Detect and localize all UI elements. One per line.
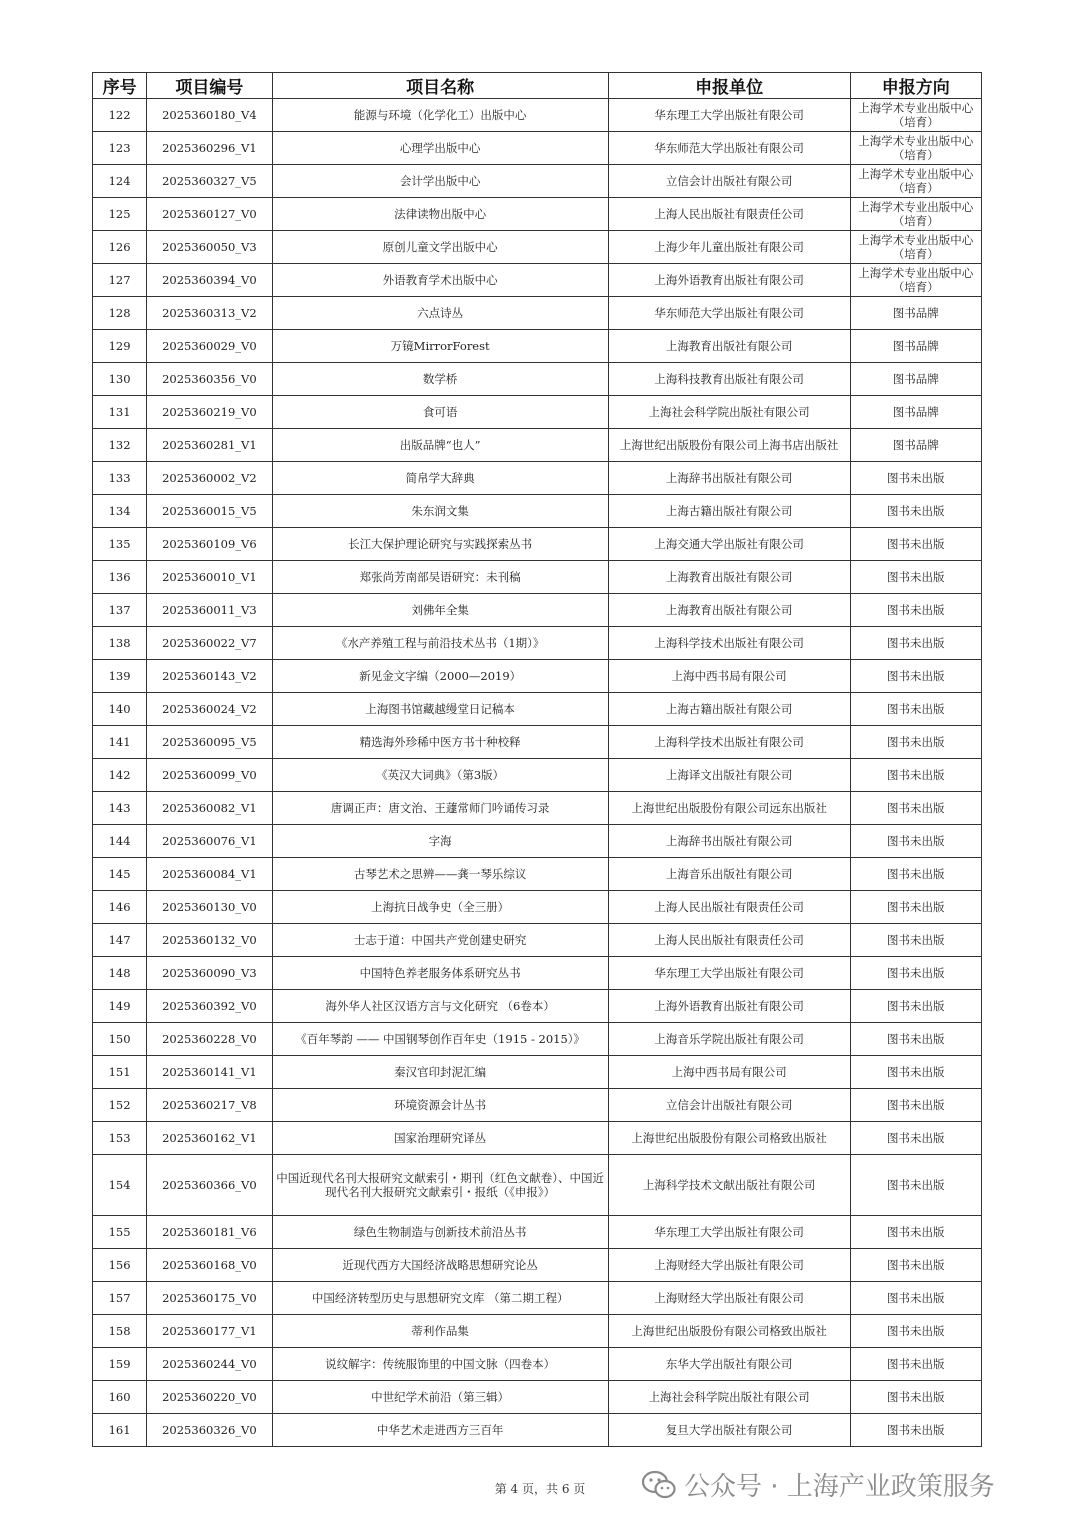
cell-name: 说纹解字：传统服饰里的中国文脉（四卷本） [272,1348,608,1381]
cell-direction: 图书未出版 [850,627,981,660]
cell-code: 2025360011_V3 [147,594,272,627]
table-row [93,825,982,858]
cell-unit: 上海外语教育出版社有限公司 [608,264,850,297]
cell-name: 中世纪学术前沿（第三辑） [272,1381,608,1414]
watermark [642,1466,995,1503]
table-row [93,990,982,1023]
cell-name: 会计学出版中心 [272,165,608,198]
cell-direction: 图书未出版 [850,693,981,726]
table-row [93,1315,982,1348]
cell-name: 近现代西方大国经济战略思想研究论丛 [272,1249,608,1282]
cell-name: 字海 [272,825,608,858]
cell-unit: 华东师范大学出版社有限公司 [608,132,850,165]
cell-unit: 上海古籍出版社有限公司 [608,495,850,528]
cell-code: 2025360050_V3 [147,231,272,264]
cell-code: 2025360095_V5 [147,726,272,759]
cell-code: 2025360022_V7 [147,627,272,660]
cell-name: 中国经济转型历史与思想研究文库 （第二期工程） [272,1282,608,1315]
cell-name: 外语教育学术出版中心 [272,264,608,297]
table-row [93,1381,982,1414]
cell-name: 长江大保护理论研究与实践探索丛书 [272,528,608,561]
table-row [93,858,982,891]
cell-code: 2025360313_V2 [147,297,272,330]
cell-direction: 图书未出版 [850,1282,981,1315]
cell-direction: 图书未出版 [850,462,981,495]
cell-no: 146 [93,891,147,924]
cell-direction: 图书未出版 [850,495,981,528]
cell-unit: 东华大学出版社有限公司 [608,1348,850,1381]
page-number: 第 4 页，共 6 页 [494,1482,586,1496]
cell-code: 2025360168_V0 [147,1249,272,1282]
cell-unit: 上海世纪出版股份有限公司上海书店出版社 [608,429,850,462]
cell-direction: 上海学术专业出版中心（培育） [850,264,981,297]
cell-no: 141 [93,726,147,759]
cell-code: 2025360217_V8 [147,1089,272,1122]
table-row [93,693,982,726]
cell-unit: 华东师范大学出版社有限公司 [608,297,850,330]
cell-no: 142 [93,759,147,792]
table-row [93,1122,982,1155]
cell-no: 143 [93,792,147,825]
cell-code: 2025360143_V2 [147,660,272,693]
cell-unit: 立信会计出版社有限公司 [608,1089,850,1122]
table-row [93,660,982,693]
cell-direction: 图书未出版 [850,1249,981,1282]
cell-direction: 图书未出版 [850,1089,981,1122]
table-row [93,1056,982,1089]
cell-no: 138 [93,627,147,660]
cell-name: 国家治理研究译丛 [272,1122,608,1155]
cell-code: 2025360392_V0 [147,990,272,1023]
cell-no: 149 [93,990,147,1023]
cell-direction: 图书未出版 [850,1023,981,1056]
cell-code: 2025360002_V2 [147,462,272,495]
cell-no: 152 [93,1089,147,1122]
header-direction: 申报方向 [850,73,981,99]
cell-name: 六点诗丛 [272,297,608,330]
header-row [93,73,982,99]
table-row [93,924,982,957]
cell-direction: 图书未出版 [850,1155,981,1216]
table-row [93,132,982,165]
table-row [93,264,982,297]
table-row [93,1414,982,1447]
cell-code: 2025360015_V5 [147,495,272,528]
cell-unit: 上海社会科学院出版社有限公司 [608,1381,850,1414]
cell-name: 出版品牌“也人” [272,429,608,462]
cell-code: 2025360296_V1 [147,132,272,165]
cell-no: 160 [93,1381,147,1414]
cell-direction: 图书未出版 [850,1315,981,1348]
cell-unit: 上海财经大学出版社有限公司 [608,1282,850,1315]
cell-name: 环境资源会计丛书 [272,1089,608,1122]
cell-code: 2025360082_V1 [147,792,272,825]
table-row [93,231,982,264]
cell-direction: 图书品牌 [850,297,981,330]
cell-direction: 上海学术专业出版中心（培育） [850,165,981,198]
cell-no: 133 [93,462,147,495]
cell-unit: 上海交通大学出版社有限公司 [608,528,850,561]
cell-direction: 图书未出版 [850,990,981,1023]
cell-unit: 上海科学技术出版社有限公司 [608,627,850,660]
cell-code: 2025360141_V1 [147,1056,272,1089]
cell-unit: 上海教育出版社有限公司 [608,330,850,363]
cell-name: 万镜MirrorForest [272,330,608,363]
cell-no: 129 [93,330,147,363]
cell-direction: 图书未出版 [850,924,981,957]
cell-unit: 上海人民出版社有限责任公司 [608,198,850,231]
table-row [93,330,982,363]
cell-code: 2025360356_V0 [147,363,272,396]
cell-code: 2025360162_V1 [147,1122,272,1155]
cell-name: 郑张尚芳南部吴语研究：未刊稿 [272,561,608,594]
cell-direction: 上海学术专业出版中心（培育） [850,99,981,132]
cell-name: 绿色生物制造与创新技术前沿丛书 [272,1216,608,1249]
cell-no: 155 [93,1216,147,1249]
cell-code: 2025360327_V5 [147,165,272,198]
cell-no: 147 [93,924,147,957]
cell-direction: 图书品牌 [850,429,981,462]
cell-code: 2025360220_V0 [147,1381,272,1414]
cell-name: 上海图书馆藏越缦堂日记稿本 [272,693,608,726]
cell-unit: 上海科学技术出版社有限公司 [608,726,850,759]
cell-code: 2025360175_V0 [147,1282,272,1315]
cell-code: 2025360090_V3 [147,957,272,990]
cell-no: 145 [93,858,147,891]
cell-name: 原创儿童文学出版中心 [272,231,608,264]
cell-unit: 上海科学技术文献出版社有限公司 [608,1155,850,1216]
cell-unit: 华东理工大学出版社有限公司 [608,99,850,132]
table-row [93,528,982,561]
cell-unit: 上海辞书出版社有限公司 [608,462,850,495]
cell-direction: 图书未出版 [850,1216,981,1249]
cell-name: 新见金文字编（2000—2019） [272,660,608,693]
cell-direction: 图书未出版 [850,660,981,693]
cell-direction: 图书未出版 [850,1381,981,1414]
table-row [93,561,982,594]
cell-unit: 上海音乐学院出版社有限公司 [608,1023,850,1056]
table-row [93,297,982,330]
cell-name: 刘佛年全集 [272,594,608,627]
cell-no: 161 [93,1414,147,1447]
table-row [93,396,982,429]
cell-code: 2025360219_V0 [147,396,272,429]
cell-direction: 图书未出版 [850,1122,981,1155]
table-header [93,73,982,99]
cell-no: 140 [93,693,147,726]
cell-unit: 上海外语教育出版社有限公司 [608,990,850,1023]
cell-unit: 上海辞书出版社有限公司 [608,825,850,858]
cell-code: 2025360132_V0 [147,924,272,957]
cell-direction: 图书未出版 [850,528,981,561]
cell-direction: 图书未出版 [850,1414,981,1447]
header-code: 项目编号 [147,73,272,99]
table-row [93,627,982,660]
cell-no: 132 [93,429,147,462]
cell-unit: 上海音乐出版社有限公司 [608,858,850,891]
cell-no: 128 [93,297,147,330]
cell-unit: 立信会计出版社有限公司 [608,165,850,198]
cell-unit: 上海中西书局有限公司 [608,1056,850,1089]
cell-no: 137 [93,594,147,627]
table-row [93,1023,982,1056]
cell-name: 法律读物出版中心 [272,198,608,231]
cell-name: 上海抗日战争史（全三册） [272,891,608,924]
cell-name: 精选海外珍稀中医方书十种校释 [272,726,608,759]
cell-code: 2025360076_V1 [147,825,272,858]
table-row [93,198,982,231]
cell-code: 2025360109_V6 [147,528,272,561]
cell-no: 156 [93,1249,147,1282]
table-row [93,759,982,792]
cell-code: 2025360181_V6 [147,1216,272,1249]
project-table [92,72,982,1447]
cell-name: 食可语 [272,396,608,429]
watermark-text: 公众号 · 上海产业政策服务 [684,1472,995,1502]
cell-no: 135 [93,528,147,561]
cell-direction: 图书未出版 [850,726,981,759]
table-row [93,891,982,924]
table-row [93,1155,982,1216]
header-name: 项目名称 [272,73,608,99]
cell-name: 蒂利作品集 [272,1315,608,1348]
table-row [93,1348,982,1381]
cell-code: 2025360127_V0 [147,198,272,231]
table-row [93,165,982,198]
cell-name: 《百年琴韵 —— 中国钢琴创作百年史（1915 - 2015）》 [272,1023,608,1056]
cell-name: 士志于道：中国共产党创建史研究 [272,924,608,957]
cell-code: 2025360228_V0 [147,1023,272,1056]
cell-no: 134 [93,495,147,528]
cell-unit: 上海译文出版社有限公司 [608,759,850,792]
cell-code: 2025360244_V0 [147,1348,272,1381]
table-row [93,1089,982,1122]
cell-unit: 上海世纪出版股份有限公司格致出版社 [608,1315,850,1348]
cell-code: 2025360130_V0 [147,891,272,924]
cell-code: 2025360366_V0 [147,1155,272,1216]
cell-no: 158 [93,1315,147,1348]
cell-no: 125 [93,198,147,231]
cell-unit: 上海财经大学出版社有限公司 [608,1249,850,1282]
table-row [93,429,982,462]
cell-no: 150 [93,1023,147,1056]
cell-unit: 上海少年儿童出版社有限公司 [608,231,850,264]
cell-name: 朱东润文集 [272,495,608,528]
cell-name: 中华艺术走进西方三百年 [272,1414,608,1447]
cell-name: 古琴艺术之思辨——龚一琴乐综议 [272,858,608,891]
cell-direction: 上海学术专业出版中心（培育） [850,132,981,165]
table-row [93,792,982,825]
cell-code: 2025360177_V1 [147,1315,272,1348]
table-row [93,1216,982,1249]
cell-name: 能源与环境（化学化工）出版中心 [272,99,608,132]
cell-direction: 图书未出版 [850,1056,981,1089]
cell-direction: 上海学术专业出版中心（培育） [850,231,981,264]
cell-name: 简帛学大辞典 [272,462,608,495]
cell-unit: 上海教育出版社有限公司 [608,594,850,627]
wechat-icon [642,1470,676,1500]
cell-unit: 上海人民出版社有限责任公司 [608,924,850,957]
cell-direction: 图书未出版 [850,759,981,792]
cell-code: 2025360281_V1 [147,429,272,462]
header-no: 序号 [93,73,147,99]
cell-no: 122 [93,99,147,132]
cell-unit: 华东理工大学出版社有限公司 [608,957,850,990]
cell-unit: 上海科技教育出版社有限公司 [608,363,850,396]
table-row [93,462,982,495]
cell-no: 136 [93,561,147,594]
cell-name: 中国近现代名刊大报研究文献索引・期刊（红色文献卷）、中国近现代名刊大报研究文献索引・报纸（《申报》） [272,1155,608,1216]
cell-direction: 上海学术专业出版中心（培育） [850,198,981,231]
cell-no: 139 [93,660,147,693]
cell-name: 秦汉官印封泥汇编 [272,1056,608,1089]
cell-no: 157 [93,1282,147,1315]
cell-unit: 上海世纪出版股份有限公司远东出版社 [608,792,850,825]
cell-direction: 图书品牌 [850,330,981,363]
table-row [93,957,982,990]
cell-direction: 图书品牌 [850,396,981,429]
header-unit: 申报单位 [608,73,850,99]
cell-code: 2025360099_V0 [147,759,272,792]
cell-unit: 复旦大学出版社有限公司 [608,1414,850,1447]
cell-direction: 图书未出版 [850,858,981,891]
table-row [93,726,982,759]
cell-code: 2025360084_V1 [147,858,272,891]
cell-no: 130 [93,363,147,396]
cell-no: 124 [93,165,147,198]
table-row [93,1282,982,1315]
table-row [93,1249,982,1282]
table-row [93,594,982,627]
cell-code: 2025360029_V0 [147,330,272,363]
cell-direction: 图书未出版 [850,825,981,858]
cell-unit: 上海古籍出版社有限公司 [608,693,850,726]
cell-code: 2025360010_V1 [147,561,272,594]
cell-name: 海外华人社区汉语方言与文化研究 （6卷本） [272,990,608,1023]
cell-no: 126 [93,231,147,264]
cell-unit: 上海中西书局有限公司 [608,660,850,693]
cell-no: 144 [93,825,147,858]
cell-no: 127 [93,264,147,297]
cell-direction: 图书未出版 [850,957,981,990]
cell-direction: 图书未出版 [850,891,981,924]
cell-name: 唐调正声：唐文治、王蘧常师门吟诵传习录 [272,792,608,825]
cell-no: 123 [93,132,147,165]
cell-no: 153 [93,1122,147,1155]
cell-name: 中国特色养老服务体系研究丛书 [272,957,608,990]
cell-no: 159 [93,1348,147,1381]
table-row [93,495,982,528]
cell-no: 131 [93,396,147,429]
table-body [93,99,982,1447]
cell-unit: 上海教育出版社有限公司 [608,561,850,594]
cell-direction: 图书未出版 [850,792,981,825]
table-row [93,363,982,396]
cell-no: 151 [93,1056,147,1089]
cell-direction: 图书未出版 [850,561,981,594]
cell-name: 数学桥 [272,363,608,396]
cell-no: 148 [93,957,147,990]
cell-code: 2025360024_V2 [147,693,272,726]
cell-code: 2025360180_V4 [147,99,272,132]
cell-code: 2025360326_V0 [147,1414,272,1447]
cell-no: 154 [93,1155,147,1216]
cell-name: 《水产养殖工程与前沿技术丛书（1期）》 [272,627,608,660]
cell-unit: 上海人民出版社有限责任公司 [608,891,850,924]
cell-name: 《英汉大词典》（第3版） [272,759,608,792]
cell-unit: 华东理工大学出版社有限公司 [608,1216,850,1249]
table-row [93,99,982,132]
cell-name: 心理学出版中心 [272,132,608,165]
cell-unit: 上海世纪出版股份有限公司格致出版社 [608,1122,850,1155]
cell-unit: 上海社会科学院出版社有限公司 [608,396,850,429]
cell-direction: 图书未出版 [850,594,981,627]
cell-direction: 图书未出版 [850,1348,981,1381]
cell-direction: 图书品牌 [850,363,981,396]
cell-code: 2025360394_V0 [147,264,272,297]
